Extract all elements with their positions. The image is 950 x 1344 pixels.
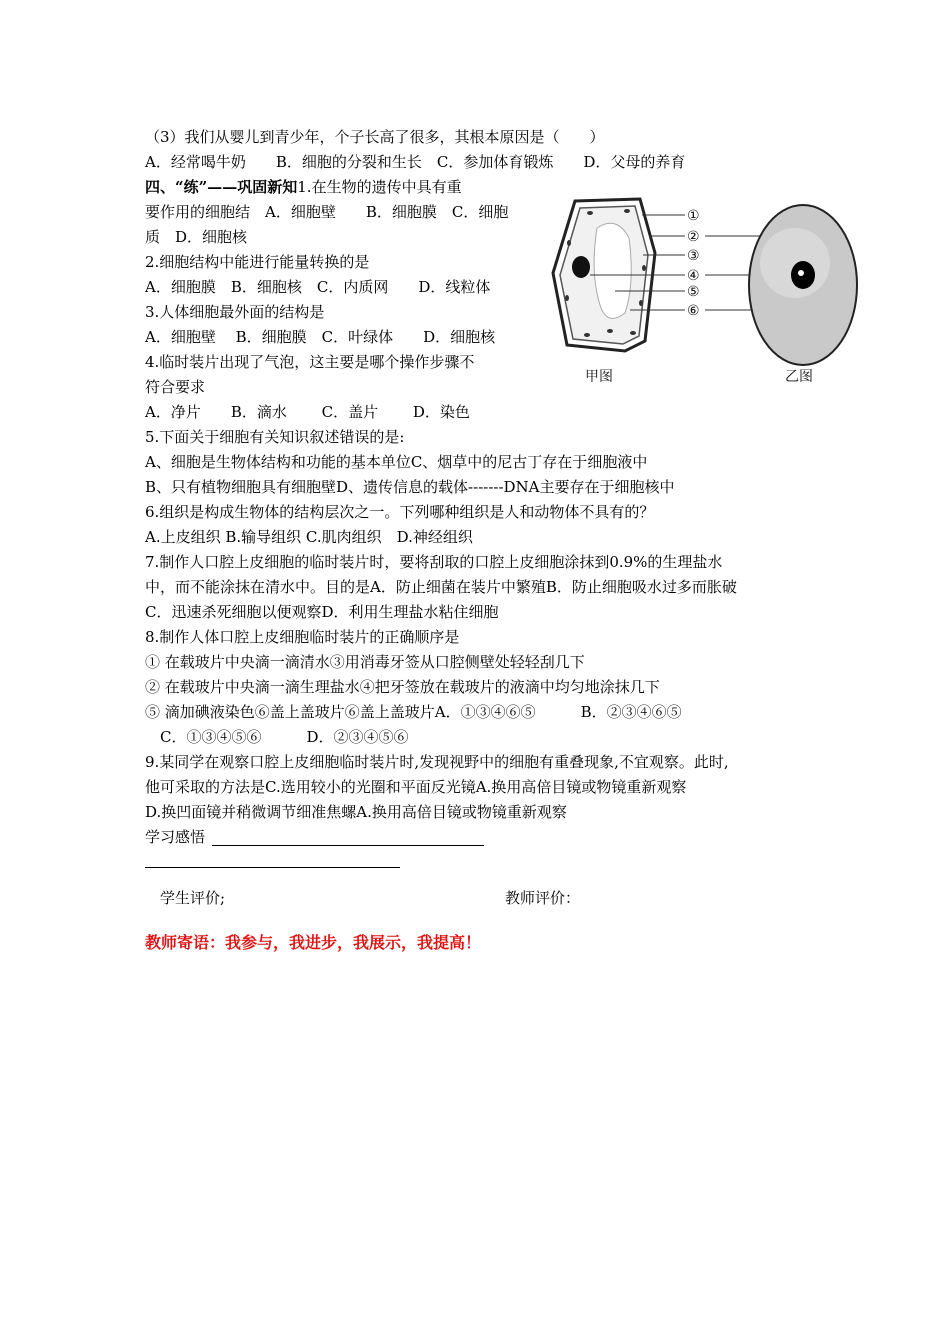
label-2: ② [687, 229, 700, 245]
q6-stem: 6.组织是构成生物体的结构层次之一。下列哪种组织是人和动物体不具有的？ [145, 503, 655, 521]
label-6: ⑥ [687, 303, 700, 319]
q7-line2: 中，而不能涂抹在清水中。目的是A．防止细菌在装片中繁殖B．防止细胞吸水过多而胀破 [145, 578, 737, 596]
reflection-blank-1[interactable] [212, 845, 484, 846]
plant-cell-vacuole [594, 223, 631, 318]
teacher-message: 教师寄语：我参与，我进步，我展示，我提高！ [145, 933, 482, 952]
reflection-blank-2[interactable] [145, 867, 400, 868]
q5-stem: 5.下面关于细胞有关知识叙述错误的是: [145, 428, 405, 446]
cell-diagram [545, 193, 875, 393]
animal-cell-cytoplasm-texture [760, 228, 830, 298]
q7-line3: C．迅速杀死细胞以便观察D．利用生理盐水粘住细胞 [145, 603, 499, 621]
q6-options: A.上皮组织 B.输导组织 C.肌肉组织 D.神经组织 [145, 528, 473, 546]
q3b-stem: 3.人体细胞最外面的结构是 [145, 303, 325, 321]
plant-cell-nucleus [572, 256, 590, 278]
caption-left: 甲图 [585, 369, 613, 385]
q7-line1: 7.制作人口腔上皮细胞的临时装片时，要将刮取的口腔上皮细胞涂抹到0.9%的生理盐水 [145, 553, 723, 571]
q4-stem2: 符合要求 [145, 378, 206, 396]
q8-stem: 8.制作人体口腔上皮细胞临时装片的正确顺序是 [145, 628, 460, 646]
q2-options: A．细胞膜 B．细胞核 C．内质网 D．线粒体 [145, 278, 491, 296]
q8-line4: C．①③④⑤⑥ D．②③④⑤⑥ [145, 728, 409, 746]
teacher-eval-label: 教师评价： [505, 889, 581, 907]
q4-stem1: 4.临时装片出现了气泡，这主要是哪个操作步骤不 [145, 353, 475, 371]
student-eval-label: 学生评价; [160, 889, 226, 907]
label-4: ④ [687, 268, 700, 284]
q1-part3: 质 D．细胞核 [145, 228, 248, 246]
q5-line2: B、只有植物细胞具有细胞壁D、遗传信息的载体-------DNA主要存在于细胞核中 [145, 478, 675, 496]
label-3: ③ [687, 248, 700, 264]
q8-line3: ⑤ 滴加碘液染色⑥盖上盖玻片⑥盖上盖玻片A．①③④⑥⑤ B．②③④⑥⑤ [145, 703, 682, 721]
q3-stem: （3）我们从婴儿到青少年，个子长高了很多，其根本原因是（ ） [145, 128, 605, 146]
q9-line2: 他可采取的方法是C.选用较小的光圈和平面反光镜A.换用高倍目镜或物镜重新观察 [145, 778, 687, 796]
animal-cell-nucleolus [798, 270, 804, 276]
label-5: ⑤ [687, 284, 700, 300]
animal-cell [749, 205, 857, 365]
q1-part1: 1.在生物的遗传中具有重 [297, 178, 462, 196]
q9-line3: D.换凹面镜并稍微调节细准焦螺A.换用高倍目镜或物镜重新观察 [145, 803, 567, 821]
q3-options: A．经常喝牛奶 B．细胞的分裂和生长 C．参加体育锻炼 D．父母的养育 [145, 153, 686, 171]
q9-line1: 9.某同学在观察口腔上皮细胞临时装片时,发现视野中的细胞有重叠现象,不宜观察。此时, [145, 753, 729, 771]
section4-heading: 四、“练”——巩固新知 [145, 178, 298, 196]
section4-line [145, 177, 462, 197]
q8-line2: ② 在载玻片中央滴一滴生理盐水④把牙签放在载玻片的液滴中均匀地涂抹几下 [145, 678, 660, 696]
label-1: ① [687, 208, 700, 224]
q2-stem: 2.细胞结构中能进行能量转换的是 [145, 253, 370, 271]
q5-line1: A、细胞是生物体结构和功能的基本单位C、烟草中的尼古丁存在于细胞液中 [145, 453, 648, 471]
q3b-options: A．细胞壁 B．细胞膜 C．叶绿体 D．细胞核 [145, 328, 496, 346]
q8-line1: ① 在载玻片中央滴一滴清水③用消毒牙签从口腔侧壁处轻轻刮几下 [145, 653, 585, 671]
q4-options: A．净片 B．滴水 C．盖片 D．染色 [145, 403, 470, 421]
q1-part2: 要作用的细胞结 A．细胞壁 B．细胞膜 C．细胞 [145, 203, 509, 221]
caption-right: 乙图 [785, 369, 813, 385]
reflection-label: 学习感悟 [145, 828, 206, 846]
